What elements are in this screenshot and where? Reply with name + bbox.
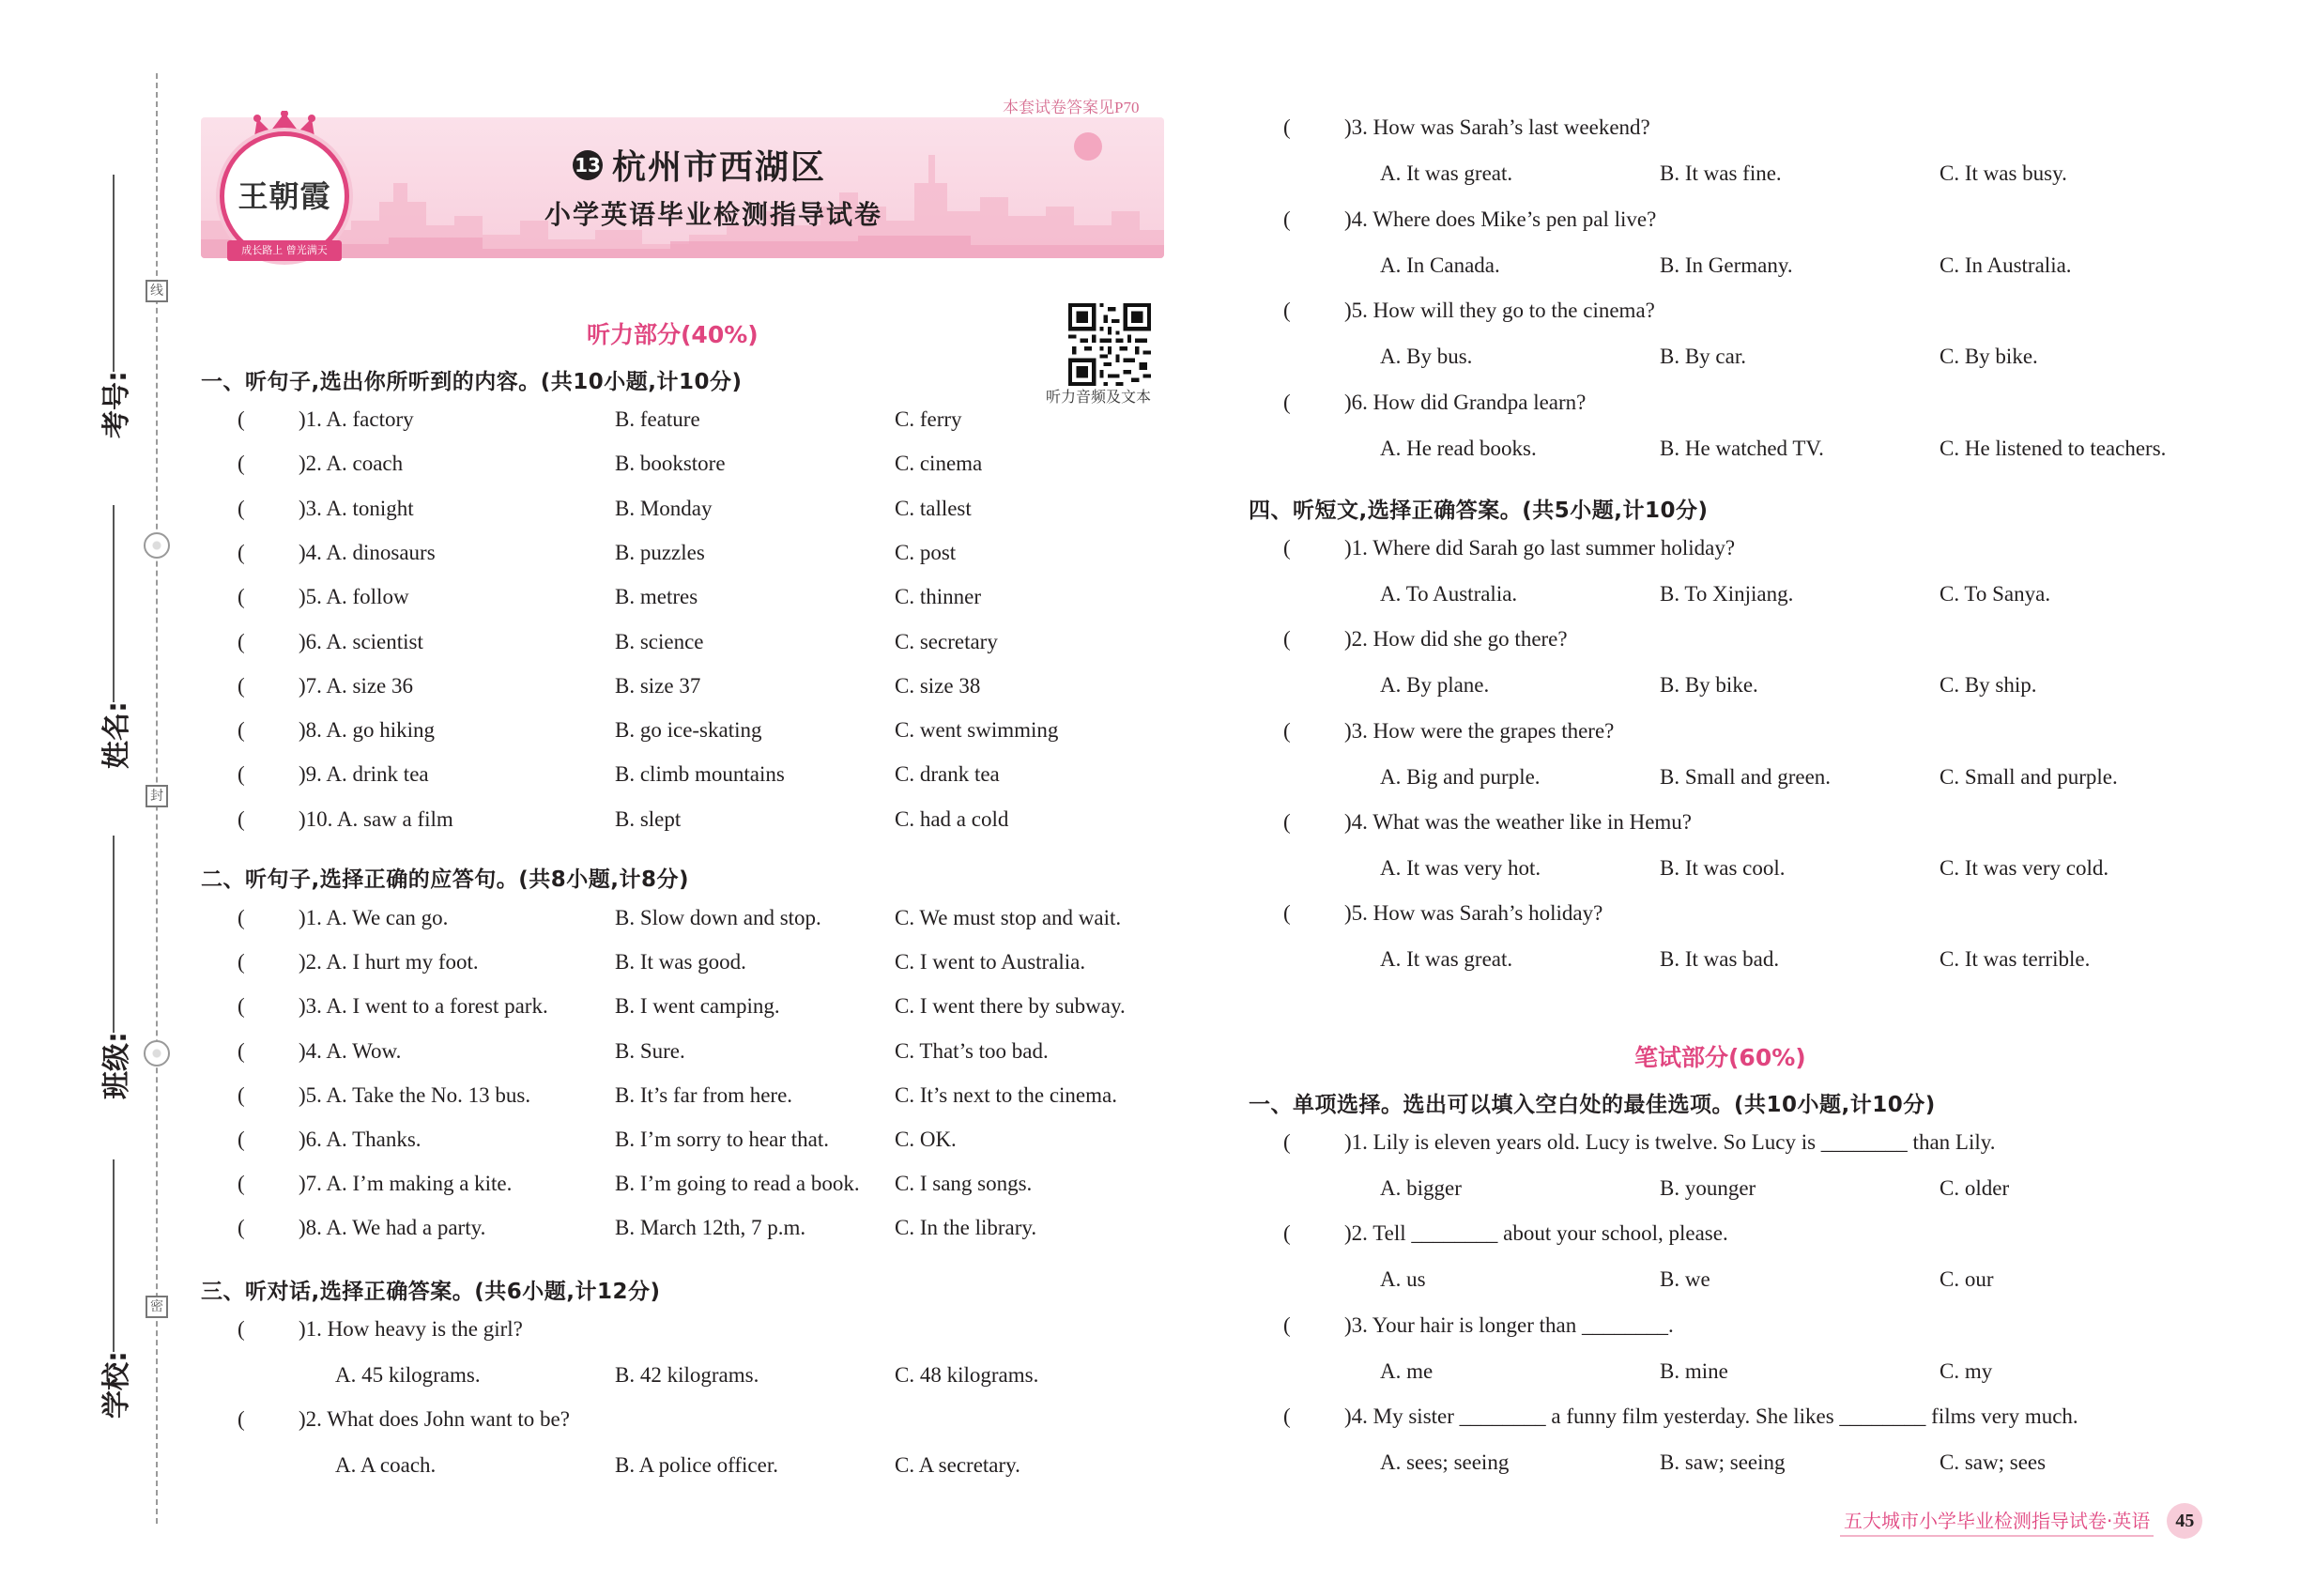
punch-hole xyxy=(144,532,170,559)
question-text: )5. How will they go to the cinema? xyxy=(1344,299,1655,322)
answer-bracket[interactable]: ( xyxy=(238,1216,245,1240)
question-option-c: C. thinner xyxy=(895,585,981,609)
option-a: A. sees; seeing xyxy=(1380,1450,1510,1474)
option-c: C. saw; sees xyxy=(1940,1450,2047,1474)
question-option-b: B. slept xyxy=(615,806,682,831)
option-c: C. It was terrible. xyxy=(1940,947,2091,972)
question-text: )2. What does John want to be? xyxy=(299,1407,570,1431)
class-label: 班级: xyxy=(100,1032,133,1099)
option-b: B. we xyxy=(1660,1267,1710,1292)
question-option-c: C. It’s next to the cinema. xyxy=(895,1082,1117,1107)
option-a: A. He read books. xyxy=(1380,436,1537,460)
question-option-b: B. Slow down and stop. xyxy=(615,906,821,929)
answer-bracket[interactable]: ( xyxy=(238,673,245,698)
question-text: )3. How were the grapes there? xyxy=(1344,718,1615,743)
question-option-c: C. I went there by subway. xyxy=(895,994,1126,1019)
school-field[interactable] xyxy=(81,1159,146,1418)
option-b: B. younger xyxy=(1660,1176,1756,1200)
question-option-b: B. bookstore xyxy=(615,452,726,476)
option-c: C. older xyxy=(1940,1176,2010,1200)
city-title: 杭州市西湖区 xyxy=(612,148,827,187)
question-text: )4. What was the weather like in Hemu? xyxy=(1344,809,1692,834)
answer-bracket[interactable]: ( xyxy=(1283,1221,1291,1246)
answer-bracket[interactable]: ( xyxy=(238,452,245,476)
question-option-a: )4. A. Wow. xyxy=(299,1038,402,1063)
question-option-c: C. That’s too bad. xyxy=(895,1038,1049,1063)
question-option-b: B. I’m sorry to hear that. xyxy=(615,1128,830,1151)
answer-bracket[interactable]: ( xyxy=(238,1038,245,1063)
question-option-b: B. Sure. xyxy=(615,1038,685,1063)
answer-reference: 本套试卷答案见P70 xyxy=(1003,99,1140,116)
option-c: C. By bike. xyxy=(1940,345,2038,368)
option-a: A. 45 kilograms. xyxy=(335,1363,481,1387)
paper-title xyxy=(573,141,826,189)
answer-bracket[interactable]: ( xyxy=(238,1082,245,1107)
option-c: C. It was very cold. xyxy=(1940,855,2109,880)
question-option-a: )3. A. tonight xyxy=(299,496,414,520)
page-number: 45 xyxy=(2167,1503,2202,1539)
question-option-c: C. secretary xyxy=(895,629,998,653)
question-option-c: C. I sang songs. xyxy=(895,1172,1033,1196)
option-b: B. He watched TV. xyxy=(1660,436,1824,460)
question-option-a: )1. A. factory xyxy=(299,407,414,431)
answer-bracket[interactable]: ( xyxy=(1283,1312,1291,1337)
answer-bracket[interactable]: ( xyxy=(238,906,245,929)
listening-section-4-heading: 四、听短文,选择正确答案。(共5小题,计10分) xyxy=(1249,499,1709,523)
answer-bracket[interactable]: ( xyxy=(238,496,245,520)
name-field[interactable] xyxy=(81,505,146,768)
question-option-a: )2. A. I hurt my foot. xyxy=(299,950,479,974)
question-option-c: C. size 38 xyxy=(895,673,981,698)
option-c: C. In Australia. xyxy=(1940,253,2072,277)
question-option-a: )10. A. saw a film xyxy=(299,806,453,831)
brand-logo xyxy=(214,111,355,261)
option-b: B. To Xinjiang. xyxy=(1660,582,1794,606)
option-c: C. our xyxy=(1940,1267,1994,1292)
question-option-b: B. I’m going to read a book. xyxy=(615,1172,860,1196)
page-footer xyxy=(1840,1503,2202,1539)
fold-mark: 封 xyxy=(146,785,168,807)
question-text: )3. Your hair is longer than ________. xyxy=(1344,1312,1674,1337)
question-text: )1. Lily is eleven years old. Lucy is twelve. So Lucy is ________ than Lily. xyxy=(1344,1130,1996,1154)
question-text: )2. How did she go there? xyxy=(1344,627,1568,652)
exam-number-field[interactable] xyxy=(81,175,146,437)
question-text: )4. Where does Mike’s pen pal live? xyxy=(1344,207,1657,231)
question-option-b: B. feature xyxy=(615,407,700,431)
question-option-a: )3. A. I went to a forest park. xyxy=(299,994,548,1019)
question-text: )5. How was Sarah’s holiday? xyxy=(1344,901,1603,926)
option-b: B. mine xyxy=(1660,1358,1728,1383)
writing-part-title: 笔试部分(60%) xyxy=(1634,1044,1806,1071)
answer-bracket[interactable]: ( xyxy=(238,1172,245,1196)
paper-subtitle: 小学英语毕业检测指导试卷 xyxy=(544,199,882,230)
question-option-a: )6. A. Thanks. xyxy=(299,1128,422,1151)
option-b: B. Small and green. xyxy=(1660,764,1832,789)
name-label: 姓名: xyxy=(100,701,133,769)
question-option-b: B. size 37 xyxy=(615,673,701,698)
punch-hole xyxy=(144,1040,170,1067)
fold-mark: 线 xyxy=(146,280,168,302)
option-a: A. It was great. xyxy=(1380,947,1513,972)
option-b: B. It was cool. xyxy=(1660,855,1786,880)
option-b: B. A police officer. xyxy=(615,1453,778,1477)
answer-bracket[interactable]: ( xyxy=(1283,901,1291,926)
logo-ribbon: 成长路上 曾光满天 xyxy=(227,240,342,261)
paper-number-badge: 13 xyxy=(573,150,603,180)
option-b: B. 42 kilograms. xyxy=(615,1363,759,1387)
option-c: C. my xyxy=(1940,1358,1993,1383)
question-option-c: C. post xyxy=(895,540,957,564)
question-option-a: )5. A. Take the No. 13 bus. xyxy=(299,1082,531,1107)
question-option-b: B. puzzles xyxy=(615,540,705,564)
question-option-b: B. I went camping. xyxy=(615,994,780,1019)
option-c: C. It was busy. xyxy=(1940,161,2067,185)
question-option-b: B. go ice-skating xyxy=(615,718,762,743)
question-option-a: )8. A. We had a party. xyxy=(299,1216,486,1240)
option-c: C. A secretary. xyxy=(895,1453,1020,1477)
option-a: A. us xyxy=(1380,1267,1426,1292)
answer-bracket[interactable]: ( xyxy=(1283,718,1291,743)
question-text: )2. Tell ________ about your school, please. xyxy=(1344,1221,1728,1246)
answer-bracket[interactable]: ( xyxy=(238,1407,245,1431)
question-option-c: C. had a cold xyxy=(895,806,1009,831)
option-c: C. To Sanya. xyxy=(1940,582,2051,606)
option-a: A. It was great. xyxy=(1380,161,1513,185)
option-b: B. saw; seeing xyxy=(1660,1450,1786,1474)
qr-label: 听力音频及文本 xyxy=(1046,388,1152,406)
fold-mark: 密 xyxy=(146,1296,168,1318)
school-label: 学校: xyxy=(100,1351,133,1419)
listening-section-1-heading: 一、听句子,选出你所听到的内容。(共10小题,计10分) xyxy=(201,370,743,394)
answer-bracket[interactable]: ( xyxy=(238,585,245,609)
answer-bracket[interactable]: ( xyxy=(1283,1404,1291,1428)
writing-section-1-heading: 一、单项选择。选出可以填入空白处的最佳选项。(共10小题,计10分) xyxy=(1249,1093,1936,1117)
question-option-b: B. Monday xyxy=(615,496,713,520)
question-option-a: )2. A. coach xyxy=(299,452,404,476)
sun-decoration xyxy=(1074,132,1102,161)
question-text: )4. My sister ________ a funny film yesterday. She likes ________ films very much. xyxy=(1344,1404,2078,1428)
answer-bracket[interactable]: ( xyxy=(238,994,245,1019)
answer-bracket[interactable]: ( xyxy=(238,407,245,431)
question-text: )1. How heavy is the girl? xyxy=(299,1317,523,1341)
logo-text: 王朝霞 xyxy=(238,178,331,214)
question-option-c: C. cinema xyxy=(895,452,983,476)
question-option-c: C. ferry xyxy=(895,407,962,431)
question-option-a: )4. A. dinosaurs xyxy=(299,540,436,564)
question-option-c: C. drank tea xyxy=(895,762,1000,787)
option-c: C. He listened to teachers. xyxy=(1940,436,2167,460)
question-option-b: B. climb mountains xyxy=(615,762,785,787)
option-a: A. A coach. xyxy=(335,1453,437,1477)
question-option-a: )6. A. scientist xyxy=(299,629,423,653)
option-a: A. It was very hot. xyxy=(1380,855,1541,880)
option-a: A. me xyxy=(1380,1358,1434,1383)
answer-bracket[interactable]: ( xyxy=(238,950,245,974)
question-text: )3. How was Sarah’s last weekend? xyxy=(1344,115,1650,139)
option-c: C. Small and purple. xyxy=(1940,764,2118,789)
answer-bracket[interactable]: ( xyxy=(1283,207,1291,231)
question-option-b: B. It’s far from here. xyxy=(615,1082,793,1107)
question-text: )1. Where did Sarah go last summer holiday? xyxy=(1344,536,1736,560)
exam-number-label: 考号: xyxy=(100,371,133,438)
option-b: B. By car. xyxy=(1660,345,1746,368)
option-b: B. By bike. xyxy=(1660,673,1758,698)
option-a: A. By plane. xyxy=(1380,673,1490,698)
question-option-b: B. metres xyxy=(615,585,698,609)
question-option-c: C. OK. xyxy=(895,1128,957,1151)
question-option-c: C. We must stop and wait. xyxy=(895,906,1122,929)
option-c: C. 48 kilograms. xyxy=(895,1363,1039,1387)
option-a: A. bigger xyxy=(1380,1176,1462,1200)
answer-bracket[interactable]: ( xyxy=(238,1128,245,1151)
answer-bracket[interactable]: ( xyxy=(1283,115,1291,139)
question-option-a: )8. A. go hiking xyxy=(299,718,436,743)
option-b: B. It was fine. xyxy=(1660,161,1782,185)
answer-bracket[interactable]: ( xyxy=(1283,390,1291,414)
footer-title: 五大城市小学毕业检测指导试卷·英语 xyxy=(1840,1506,2154,1537)
option-a: A. In Canada. xyxy=(1380,253,1500,277)
answer-bracket[interactable]: ( xyxy=(1283,299,1291,322)
listening-section-2-heading: 二、听句子,选择正确的应答句。(共8小题,计8分) xyxy=(201,867,690,892)
listening-section-3-heading: 三、听对话,选择正确答案。(共6小题,计12分) xyxy=(201,1280,661,1304)
answer-bracket[interactable]: ( xyxy=(238,629,245,653)
answer-bracket[interactable]: ( xyxy=(1283,536,1291,560)
answer-bracket[interactable]: ( xyxy=(1283,809,1291,834)
question-option-b: B. March 12th, 7 p.m. xyxy=(615,1216,806,1240)
question-option-b: B. science xyxy=(615,629,704,653)
question-option-c: C. went swimming xyxy=(895,718,1059,743)
question-option-c: C. In the library. xyxy=(895,1216,1037,1240)
question-option-c: C. tallest xyxy=(895,496,972,520)
question-option-a: )5. A. follow xyxy=(299,585,409,609)
question-option-a: )1. A. We can go. xyxy=(299,906,449,929)
question-option-a: )7. A. size 36 xyxy=(299,673,414,698)
question-text: )6. How did Grandpa learn? xyxy=(1344,390,1587,414)
option-a: A. Big and purple. xyxy=(1380,764,1541,789)
option-a: A. By bus. xyxy=(1380,345,1473,368)
answer-bracket[interactable]: ( xyxy=(238,806,245,831)
answer-bracket[interactable]: ( xyxy=(1283,627,1291,652)
question-option-b: B. It was good. xyxy=(615,950,746,974)
answer-bracket[interactable]: ( xyxy=(238,1317,245,1341)
question-option-c: C. I went to Australia. xyxy=(895,950,1086,974)
answer-bracket[interactable]: ( xyxy=(238,718,245,743)
qr-code-icon[interactable] xyxy=(1068,303,1151,386)
question-option-a: )7. A. I’m making a kite. xyxy=(299,1172,513,1196)
listening-part-title: 听力部分(40%) xyxy=(587,321,759,348)
option-b: B. In Germany. xyxy=(1660,253,1793,277)
answer-bracket[interactable]: ( xyxy=(238,540,245,564)
answer-bracket[interactable]: ( xyxy=(1283,1130,1291,1154)
question-option-a: )9. A. drink tea xyxy=(299,762,429,787)
option-a: A. To Australia. xyxy=(1380,582,1518,606)
binding-strip xyxy=(0,0,188,1596)
class-field[interactable] xyxy=(81,836,146,1098)
answer-bracket[interactable]: ( xyxy=(238,762,245,787)
option-c: C. By ship. xyxy=(1940,673,2037,698)
option-b: B. It was bad. xyxy=(1660,947,1780,972)
